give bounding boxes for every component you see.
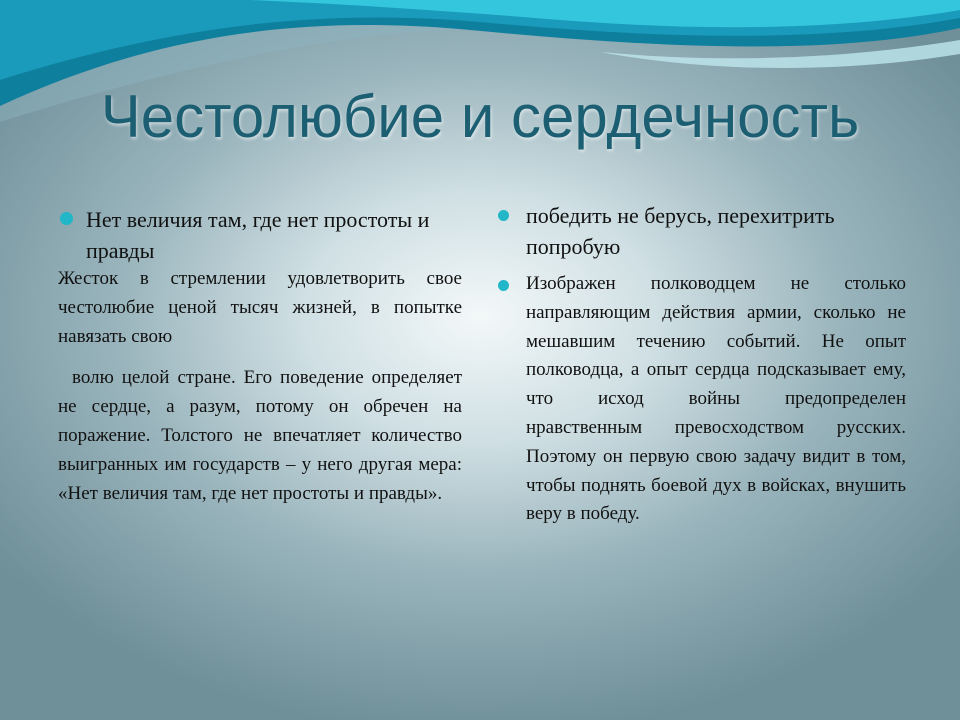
- left-paragraph-2: волю целой стране. Его поведение определяет не сердце, а разум, потому он обречен на поражение. Толстого не впечатляет количество выигранных им государств – у него другая мера: «Нет величия там, где нет простоты и правды».: [58, 367, 462, 504]
- right-bullet-1-text: победить не берусь, перехитрить попробую: [526, 203, 835, 259]
- left-column: [58, 204, 462, 508]
- right-bullet-1: [496, 200, 906, 262]
- bullet-dot-icon: [498, 280, 509, 291]
- right-bullet-2-text: Изображен полководцем не столько направляющим действия армии, сколько не мешавшим течению событий. Не опыт полководца, а опыт сердца подсказывает ему, что исход войны предопределен нравственным превосходством русских. Поэтому он первую свою задачу видит в том, чтобы поднять боевой дух в войсках, внушить веру в победу.: [526, 273, 906, 525]
- slide-title: Честолюбие и сердечность: [100, 83, 860, 150]
- left-bullet-text: Нет величия там, где нет простоты и правды: [86, 207, 430, 263]
- right-bullet-2: [496, 270, 906, 529]
- bullet-dot-icon: [498, 210, 509, 221]
- bullet-dot-icon: [60, 212, 73, 225]
- right-column: [496, 200, 906, 529]
- left-paragraph-1: Жесток в стремлении удовлетворить свое честолюбие ценой тысяч жизней, в попытке навязать свою: [58, 268, 462, 347]
- left-bullet: [58, 204, 462, 266]
